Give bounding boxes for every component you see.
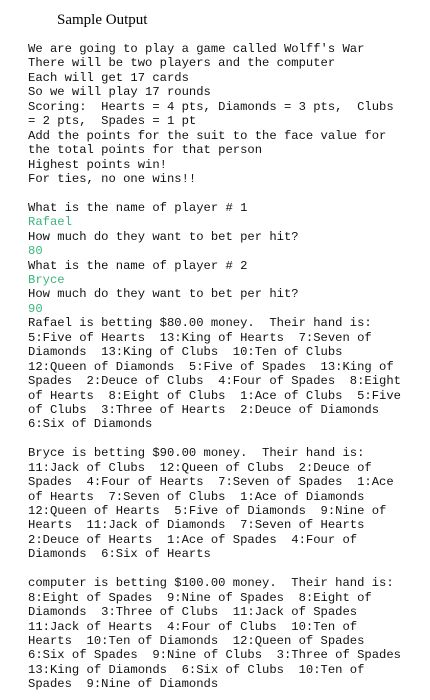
console-output-line: 6:Six of Spades 9:Nine of Clubs 3:Three of Spades <box>28 648 401 663</box>
console-output-line: computer is betting $100.00 money. Their hand is: <box>28 576 394 591</box>
console-blank-line <box>28 186 428 200</box>
console-user-input-line: Bryce <box>28 273 65 287</box>
console-user-input-line: Rafael <box>28 215 72 230</box>
console-output-line: Diamonds 6:Six of Hearts <box>28 547 211 562</box>
console-output-line: of Hearts 7:Seven of Clubs 1:Ace of Diamonds <box>28 489 365 504</box>
console-output-line: Diamonds 3:Three of Clubs 11:Jack of Spades <box>28 605 358 620</box>
console-output-line: For ties, no one wins!! <box>28 171 197 186</box>
console-output-line: the total points for that person <box>28 143 263 158</box>
page-heading: Sample Output <box>57 12 148 28</box>
console-output-line: What is the name of player # 1 <box>28 200 248 215</box>
console-user-input-line: 90 <box>28 301 43 316</box>
console-output-line: 8:Eight of Spades 9:Nine of Spades 8:Eight of <box>28 590 372 605</box>
console-output-line: 2:Deuce of Hearts 1:Ace of Spades 4:Four of <box>28 532 358 547</box>
console-output-line: What is the name of player # 2 <box>28 258 248 273</box>
console-output-line: = 2 pts, Spades = 1 pt <box>28 114 197 129</box>
console-output-line: We are going to play a game called Wolff's War <box>28 42 365 56</box>
console-output-line: 11:Jack of Hearts 4:Four of Clubs 10:Ten of <box>28 619 358 634</box>
console-output-line: 11:Jack of Clubs 12:Queen of Clubs 2:Deuce of <box>28 460 372 475</box>
console-output-line: 12:Queen of Hearts 5:Five of Diamonds 9:Nine of <box>28 504 387 518</box>
console-output-line: There will be two players and the computer <box>28 56 336 71</box>
console-output-line: 13:King of Diamonds 6:Six of Clubs 10:Ten of <box>28 662 365 677</box>
console-output-line: Diamonds 13:King of Clubs 10:Ten of Clubs <box>28 345 343 360</box>
console-user-input-line: 80 <box>28 244 43 259</box>
console-output-line: 6:Six of Diamonds <box>28 417 153 432</box>
console-output-line: How much do they want to bet per hit? <box>28 287 299 302</box>
console-output <box>28 42 428 692</box>
console-output-line: Hearts 11:Jack of Diamonds 7:Seven of Hearts <box>28 518 365 533</box>
console-output-line: How much do they want to bet per hit? <box>28 229 299 244</box>
console-output-line: Highest points win! <box>28 157 167 172</box>
console-output-line: Scoring: Hearts = 4 pts, Diamonds = 3 pts, Clubs <box>28 99 394 114</box>
console-output-line: 5:Five of Hearts 13:King of Hearts 7:Seven of <box>28 330 372 345</box>
console-output-line: 12:Queen of Diamonds 5:Five of Spades 13:King of <box>28 359 394 374</box>
console-output-line: So we will play 17 rounds <box>28 85 211 100</box>
console-output-line: Add the points for the suit to the face value for <box>28 128 387 143</box>
console-output-line: Rafael is betting $80.00 money. Their hand is: <box>28 316 372 331</box>
console-blank-line <box>28 432 428 446</box>
console-output-line: Spades 9:Nine of Diamonds <box>28 677 219 692</box>
console-output-line: of Clubs 3:Three of Hearts 2:Deuce of Diamonds <box>28 402 380 417</box>
console-output-line: Each will get 17 cards <box>28 70 189 85</box>
console-blank-line <box>28 562 428 576</box>
console-output-line: Hearts 10:Ten of Diamonds 12:Queen of Spades <box>28 633 365 648</box>
console-output-line: Spades 2:Deuce of Clubs 4:Four of Spades 8:Eight <box>28 374 401 389</box>
console-output-line: Bryce is betting $90.00 money. Their hand is: <box>28 446 365 461</box>
console-output-line: of Hearts 8:Eight of Clubs 1:Ace of Clubs 5:Five <box>28 388 401 403</box>
console-output-line: Spades 4:Four of Hearts 7:Seven of Spades 1:Ace <box>28 475 394 490</box>
